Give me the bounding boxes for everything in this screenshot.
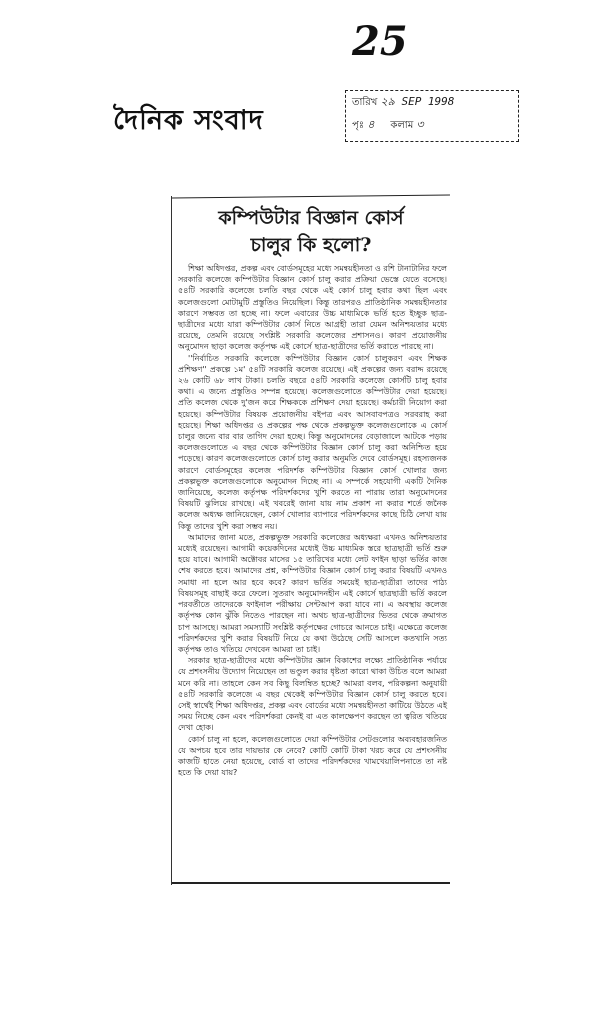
article-paragraph: শিক্ষা অধিদপ্তর, প্রকল্প এবং বোর্ডসমূহের মধ্যে সমন্বয়হীনতা ও রশি টানাটানির ফলে সরকারি কলেজে কম্পিউটার বিজ্ঞান কোর্স চালু করার প্রক্রিয়া ভেস্তে যেতে বসেছে। ৫৪টি সরকারি কলেজে চলতি বছর থেকে এই কোর্স চালু হবার কথা ছিল এবং কলেজগুলো মোটামুটি প্রস্তুতিও নিয়েছিল। কিন্তু তারপরও প্রাতিষ্ঠানিক সমন্বয়হীনতার কারণে সম্ভবত তা হচ্ছে না। ফলে এবারের উচ্চ মাধ্যমিকে ভর্তি হতে ইচ্ছুক ছাত্র-ছাত্রীদের মধ্যে যারা কম্পিউটার কোর্স নিতে আগ্রহী তারা যেমন অনিশ্চয়তার মধ্যে রয়েছে, তেমনি রয়েছে সংশ্লিষ্ট সরকারি কলেজের প্রশাসনও। কারণ প্রয়োজনীয় অনুমোদন ছাড়া কলেজ কর্তৃপক্ষ এই কোর্সে ছাত্র-ছাত্রীদের ভর্তি করাতে পারছে না।	[178, 264, 447, 352]
stamp-page-label: পৃঃ	[352, 120, 365, 131]
stamp-page-value: ৪	[367, 118, 375, 131]
article-paragraph: কোর্স চালু না হলে, কলেজগুলোতে দেয়া কম্পিউটার সেটগুলোর অব্যবহারজনিত যে অপচয় হবে তার দায়ভার কে নেবে? কোটি কোটি টাকা খরচ করে যে প্রশংসনীয় কাজটি হাতে নেয়া হয়েছে, বোর্ড বা তাদের পরিদর্শকদের খামখেয়ালিপনাতে তা নষ্ট হতে কি দেয়া যায়?	[178, 734, 447, 778]
date-stamp	[345, 90, 519, 142]
article-paragraph: সরকার ছাত্র-ছাত্রীদের মধ্যে কম্পিউটার জ্ঞান বিকাশের লক্ষ্যে প্রাতিষ্ঠানিক পর্যায়ে যে প্রশংসনীয় উদ্যোগ নিয়েছেন তা ভণ্ডুল করার ধৃষ্টতা কারো থাকা উচিত বলে আমরা মনে করি না। তাহলে কেন সব কিছু বিলম্বিত হচ্ছে? আমরা বলব, পরিকল্পনা অনুযায়ী ৫৪টি সরকারি কলেজে এ বছর থেকেই কম্পিউটার বিজ্ঞান কোর্স চালু করতে হবে। সেই স্বার্থেই শিক্ষা অধিদপ্তর, প্রকল্প এবং বোর্ডের মধ্যে সমন্বয়হীনতা কাটিয়ে উঠতে এই সময় নিচ্ছে কেন এবং পরিদর্শকরা কেনই বা এত কালক্ষেপণ করছেন তা ত্বরিত খতিয়ে দেখা হোক।	[178, 656, 447, 733]
article-body	[172, 259, 450, 778]
page-number: 25	[352, 18, 408, 65]
newspaper-masthead: দৈনিক সংবাদ	[113, 105, 264, 136]
article-headline-line2: চালুর কি হলো?	[250, 234, 372, 256]
article-paragraph: ''নির্বাচিত সরকারি কলেজে কম্পিউটার বিজ্ঞান কোর্স চালুকরণ এবং শিক্ষক প্রশিক্ষণ'' প্রকল্পে ১ম' ৫৪টি সরকারি কলেজ রয়েছে। এই প্রকল্পের জন্য বরাদ্দ রয়েছে ২৬ কোটি ৬৮ লাখ টাকা। চলতি বছরে ৫৪টি সরকারি কলেজে কোর্সটি চালু হবার কথা। এ জন্যে প্রস্তুতিও সম্পন্ন হয়েছে। কলেজগুলোতে কম্পিউটার দেয়া হয়েছে। প্রতি কলেজ থেকে দু'জন করে শিক্ষককে প্রশিক্ষণ দেয়া হয়েছে। কর্মচারী নিয়োগ করা হয়েছে। কম্পিউটার বিষয়ক প্রয়োজনীয় বইপত্র এবং আসবাবপত্রও সরবরাহ করা হয়েছে। শিক্ষা অধিদপ্তর ও প্রকল্পের পক্ষ থেকে প্রকল্পভুক্ত কলেজগুলোকে এ কোর্স চালুর জন্যে বার বার তাগিদ দেয়া হচ্ছে। কিন্তু অনুমোদনের বেড়াজালে আটকে পড়ায় কলেজগুলোতে এ বছর থেকে কম্পিউটার বিজ্ঞান কোর্স চালু করা অনিশ্চিত হয়ে পড়েছে। কারণ কলেজগুলোতে কোর্স চালু করার অনুমতি দেবে বোর্ডসমূহ। রহস্যজনক কারণে বোর্ডসমূহের কলেজ পরিদর্শক কম্পিউটার বিজ্ঞান কোর্স খোলার জন্য প্রকল্পভুক্ত কলেজগুলোকে অনুমোদন দিচ্ছে না। এ সম্পর্কে সহযোগী একটি দৈনিক জানিয়েছে, কলেজ কর্তৃপক্ষ পরিদর্শকদের খুশি করতে না পারায় তারা অনুমোদনের বিষয়টি ঝুলিয়ে রাখছে। এই খবরেই জানা যায় নাম প্রকাশ না করার শর্তে জনৈক কলেজ অধ্যক্ষ জানিয়েছেন, কোর্স খোলার ব্যাপারে পরিদর্শকদের কাছে চিঠি লেখা যায় কিন্তু তাদের খুশি করা সম্ভব নয়।	[178, 353, 447, 531]
stamp-date-label: তারিখ	[352, 97, 378, 108]
stamp-column-value: ৩	[416, 118, 424, 131]
stamp-date-value: ২৯ SEP 1998	[380, 95, 455, 108]
stamp-date-row	[352, 91, 518, 114]
article-paragraph: আমাদের জানা মতে, প্রকল্পভুক্ত সরকারি কলেজের অধ্যক্ষরা এখনও অনিশ্চয়তার মধ্যেই রয়েছেন। আগামী কয়েকদিনের মধ্যেই উচ্চ মাধ্যমিক স্তরে ছাত্রছাত্রী ভর্তি শুরু হয়ে যাবে। আগামী অক্টোবর মাসের ১৫ তারিখের মধ্যে লেট ফাইন ছাড়া ভর্তির কাজ শেষ করতে হবে। আমাদের প্রশ্ন, কম্পিউটার বিজ্ঞান কোর্স চালু করার বিষয়টি এখনও সমাধা না হলে আর হবে কবে? কারণ ভর্তির সময়েই ছাত্র-ছাত্রীরা তাদের পাঠ্য বিষয়সমূহ বাছাই করে ফেলে। সুতরাং অনুমোদনহীন এই কোর্সে ছাত্রছাত্রী ভর্তি করলে পরবর্তীতে তাদেরকে ফাইনাল পরীক্ষায় সেন্টআপ করা যাবে না। এ অবস্থায় কলেজ কর্তৃপক্ষ কোন ঝুঁকি নিতেও পারছেন না। অথচ ছাত্র-ছাত্রীদের ভিতর থেকে ক্রমাগত চাপ আসছে। আমরা সমস্যাটি সংশ্লিষ্ট কর্তৃপক্ষের গোচরে আনতে চাই। এক্ষেত্রে কলেজ পরিদর্শকদের খুশি করার বিষয়টি নিয়ে যে কথা উঠেছে সেটি আসলে কতখানি সত্য কর্তৃপক্ষ তাও খতিয়ে দেখবেন আমরা তা চাই।	[178, 532, 447, 654]
clipping-bottom-edge	[172, 882, 450, 887]
stamp-page-row	[352, 114, 518, 137]
stamp-column-label: কলাম	[390, 120, 414, 131]
newspaper-clipping	[172, 197, 450, 885]
article-headline-line1: কম্পিউটার বিজ্ঞান কোর্স	[218, 207, 404, 229]
